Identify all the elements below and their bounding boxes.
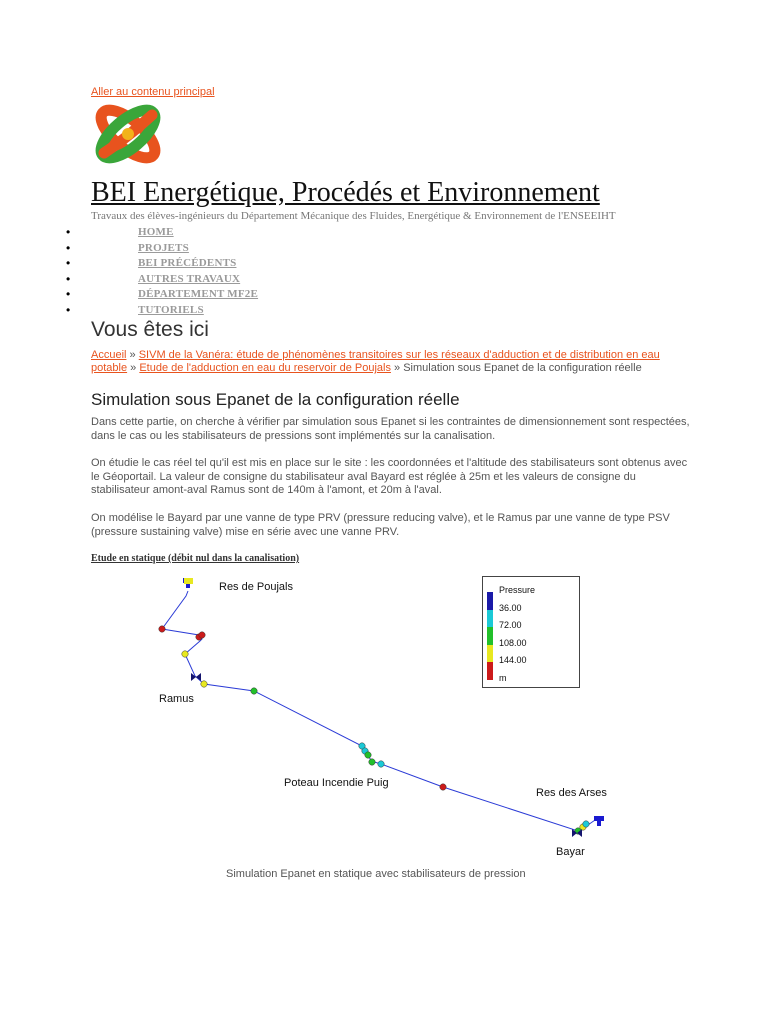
label-res-poujals: Res de Poujals: [219, 581, 293, 593]
menu-link-tutoriels[interactable]: TUTORIELS: [138, 303, 204, 316]
menu-link-projets[interactable]: PROJETS: [138, 241, 189, 254]
legend-swatch-4: [487, 662, 493, 680]
bullet-icon: •: [66, 287, 71, 302]
bullet-icon: •: [66, 271, 71, 286]
case-paragraph: On étudie le cas réel tel qu'il est mis en place sur le site : les coordonnées et l'altitude des stabilisateurs sont obtenus avec le Géoportail. La valeur de consigne du stabilisateur aval Bayard est réglée à 25m et les valeurs de consigne du stabilisateur amont-aval Ramus sont de 140m à l'amont, et 20m à l'aval.: [91, 457, 688, 496]
reservoir-icon: [594, 816, 604, 826]
junction-node: [159, 626, 165, 632]
junction-node: [196, 634, 202, 640]
junction-node: [575, 828, 581, 834]
intro-paragraph: Dans cette partie, on cherche à vérifier par simulation sous Epanet si les contraintes de dimensionnement sont respectées, dans le cas ou les stabilisateurs de pressions sont implémentés sur la canalisation.: [91, 416, 690, 442]
junction-node: [359, 743, 365, 749]
legend-swatch-3: [487, 645, 493, 663]
model-paragraph: On modélise le Bayard par une vanne de type PRV (pressure reducing valve), et le Ramus par une vanne de type PSV (pressure sustaining valve) mise en série avec une vanne PRV.: [91, 512, 670, 538]
menu-link-home[interactable]: HOME: [138, 226, 174, 238]
valve-icon: [191, 673, 201, 681]
junction-node: [440, 784, 446, 790]
breadcrumb-separator: »: [130, 362, 137, 374]
site-title[interactable]: BEI Energétique, Procédés et Environnement: [91, 177, 600, 208]
reservoir-icon: [183, 578, 193, 588]
label-bayar: Bayar: [556, 846, 585, 858]
legend-swatch-0: [487, 592, 493, 610]
breadcrumb-study-link[interactable]: Etude de l'adduction en eau du reservoir de Poujals: [139, 362, 391, 374]
junction-node: [378, 761, 384, 767]
legend-swatch-1: [487, 610, 493, 628]
bullet-icon: •: [66, 302, 71, 317]
junction-node: [201, 681, 207, 687]
junction-node: [199, 632, 205, 638]
logo-center: [122, 128, 134, 140]
junction-node: [580, 824, 586, 830]
site-slogan: Travaux des élèves-ingénieurs du Département Mécanique des Fluides, Energétique & Environnement de l'ENSEEIHT: [91, 210, 616, 222]
legend-title: Pressure: [499, 585, 536, 595]
you-are-here-heading: Vous êtes ici: [91, 318, 209, 341]
breadcrumb-home-link[interactable]: Accueil: [91, 349, 127, 361]
breadcrumb-current: Simulation sous Epanet de la configuration réelle: [403, 362, 642, 374]
legend-tick-1: 72.00: [499, 620, 522, 630]
bullet-icon: •: [66, 225, 71, 239]
section-heading: Etude en statique (débit nul dans la canalisation): [91, 553, 300, 564]
legend-tick-0: 36.00: [499, 603, 522, 613]
valve-icon: [572, 829, 582, 837]
reservoir-cap: [184, 578, 193, 584]
pressure-legend: [482, 576, 580, 688]
label-poteau-incendie-puig: Poteau Incendie Puig: [284, 777, 389, 789]
junction-node: [251, 688, 257, 694]
breadcrumb-project-link[interactable]: SIVM de la Vanéra: étude de phénomènes transitoires sur les réseaux d'adduction et de distribution en eau potable: [91, 349, 660, 374]
junction-node: [365, 752, 371, 758]
label-res-des-arses: Res des Arses: [536, 787, 607, 799]
bullet-icon: •: [66, 240, 71, 255]
legend-tick-2: 108.00: [499, 638, 527, 648]
legend-unit: m: [499, 673, 507, 683]
junction-node: [583, 821, 589, 827]
breadcrumb: [91, 349, 681, 375]
junction-node: [362, 748, 368, 754]
legend-tick-3: 144.00: [499, 655, 527, 665]
site-logo[interactable]: [90, 99, 166, 169]
page-title: Simulation sous Epanet de la configuration réelle: [91, 390, 460, 409]
legend-swatch-2: [487, 627, 493, 645]
figure-caption: Simulation Epanet en statique avec stabilisateurs de pression: [226, 868, 526, 880]
menu-link-autres-travaux[interactable]: AUTRES TRAVAUX: [138, 272, 241, 285]
label-ramus: Ramus: [159, 693, 194, 705]
breadcrumb-separator: »: [129, 349, 136, 361]
breadcrumb-separator: »: [394, 362, 401, 374]
junction-node: [369, 759, 375, 765]
skip-to-content-link[interactable]: Aller au contenu principal: [91, 86, 215, 98]
junction-node: [182, 651, 188, 657]
legend-color-bar: [487, 592, 493, 680]
bullet-icon: •: [66, 256, 71, 271]
menu-link-bei-precedents[interactable]: BEI PRÉCÉDENTS: [138, 257, 237, 270]
menu-link-departement[interactable]: DÉPARTEMENT MF2E: [138, 288, 259, 301]
